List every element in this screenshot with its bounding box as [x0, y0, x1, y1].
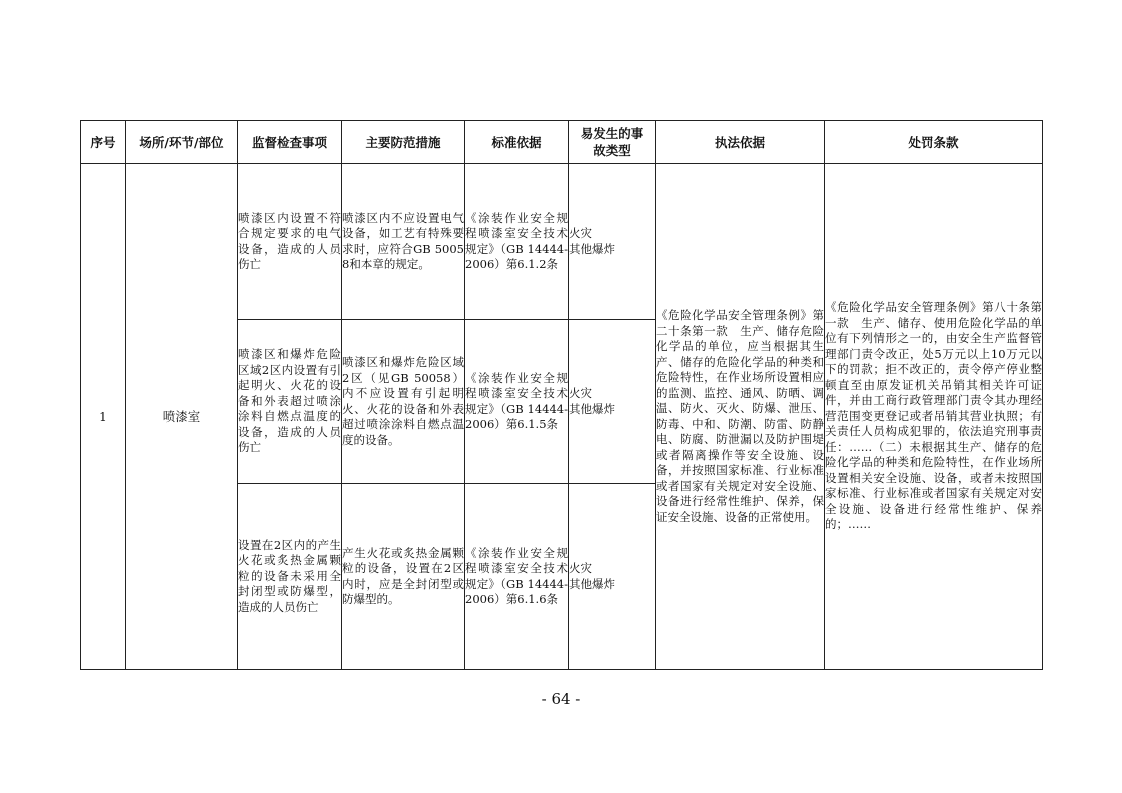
prevention-measure: 喷漆区和爆炸危险区域2区（见GB 50058）内不应设置有引起明火、火花的设备和外表超过喷涂涂料自燃点温度的设备。	[342, 320, 465, 484]
accident-type: 火灾 其他爆炸	[569, 320, 656, 484]
row-place: 喷漆室	[126, 164, 238, 670]
header-place: 场所/环节/部位	[126, 121, 238, 164]
header-standard: 标准依据	[465, 121, 569, 164]
header-law: 执法依据	[656, 121, 825, 164]
header-item: 监督检查事项	[238, 121, 342, 164]
header-accident: 易发生的事故类型	[569, 121, 656, 164]
standard-basis: 《涂装作业安全规程喷漆室安全技术规定》（GB 14444-2006）第6.1.5条	[465, 320, 569, 484]
standard-basis: 《涂装作业安全规程喷漆室安全技术规定》（GB 14444-2006）第6.1.6条	[465, 484, 569, 670]
prevention-measure: 喷漆区内不应设置电气设备，如工艺有特殊要求时，应符合GB 50058和本章的规定。	[342, 164, 465, 320]
accident-type: 火灾 其他爆炸	[569, 164, 656, 320]
row-seq: 1	[81, 164, 126, 670]
check-item: 设置在2区内的产生火花或炙热金属颗粒的设备未采用全封闭型或防爆型，造成的人员伤亡	[238, 484, 342, 670]
law-basis: 《危险化学品安全管理条例》第二十条第一款 生产、储存危险化学品的单位，应当根据其生产、储存的危险化学品的种类和危险特性，在作业场所设置相应的监测、监控、通风、防晒、调温、防火、灭火、防爆、泄压、防毒、中和、防潮、防雷、防静电、防腐、防泄漏以及防护围堤或者隔离操作等安全设施、设备，并按照国家标准、行业标准或者国家有关规定对安全设施、设备进行经常性维护、保养，保证安全设施、设备的正常使用。	[656, 164, 825, 670]
check-item: 喷漆区内设置不符合规定要求的电气设备，造成的人员伤亡	[238, 164, 342, 320]
regulation-table	[80, 120, 1043, 670]
standard-basis: 《涂装作业安全规程喷漆室安全技术规定》（GB 14444-2006）第6.1.2条	[465, 164, 569, 320]
page-number: - 64 -	[541, 690, 581, 708]
prevention-measure: 产生火花或炙热金属颗粒的设备，设置在2区内时，应是全封闭型或防爆型的。	[342, 484, 465, 670]
accident-type: 火灾 其他爆炸	[569, 484, 656, 670]
check-item: 喷漆区和爆炸危险区域2区内设置有引起明火、火花的设备和外表超过喷涂涂料自燃点温度的设备，造成的人员伤亡	[238, 320, 342, 484]
header-penalty: 处罚条款	[825, 121, 1043, 164]
header-measure: 主要防范措施	[342, 121, 465, 164]
penalty-clause: 《危险化学品安全管理条例》第八十条第一款 生产、储存、使用危险化学品的单位有下列情形之一的，由安全生产监督管理部门责令改正，处5万元以上10万元以下的罚款；拒不改正的，责令停产停业整顿直至由原发证机关吊销其相关许可证件，并由工商行政管理部门责令其办理经营范围变更登记或者吊销其营业执照；有关责任人员构成犯罪的，依法追究刑事责任：……（二）未根据其生产、储存的危险化学品的种类和危险特性，在作业场所设置相关安全设施、设备，或者未按照国家标准、行业标准或者国家有关规定对安全设施、设备进行经常性维护、保养的；……	[825, 164, 1043, 670]
header-seq: 序号	[81, 121, 126, 164]
table-row	[81, 164, 1043, 320]
header-row	[81, 121, 1043, 164]
